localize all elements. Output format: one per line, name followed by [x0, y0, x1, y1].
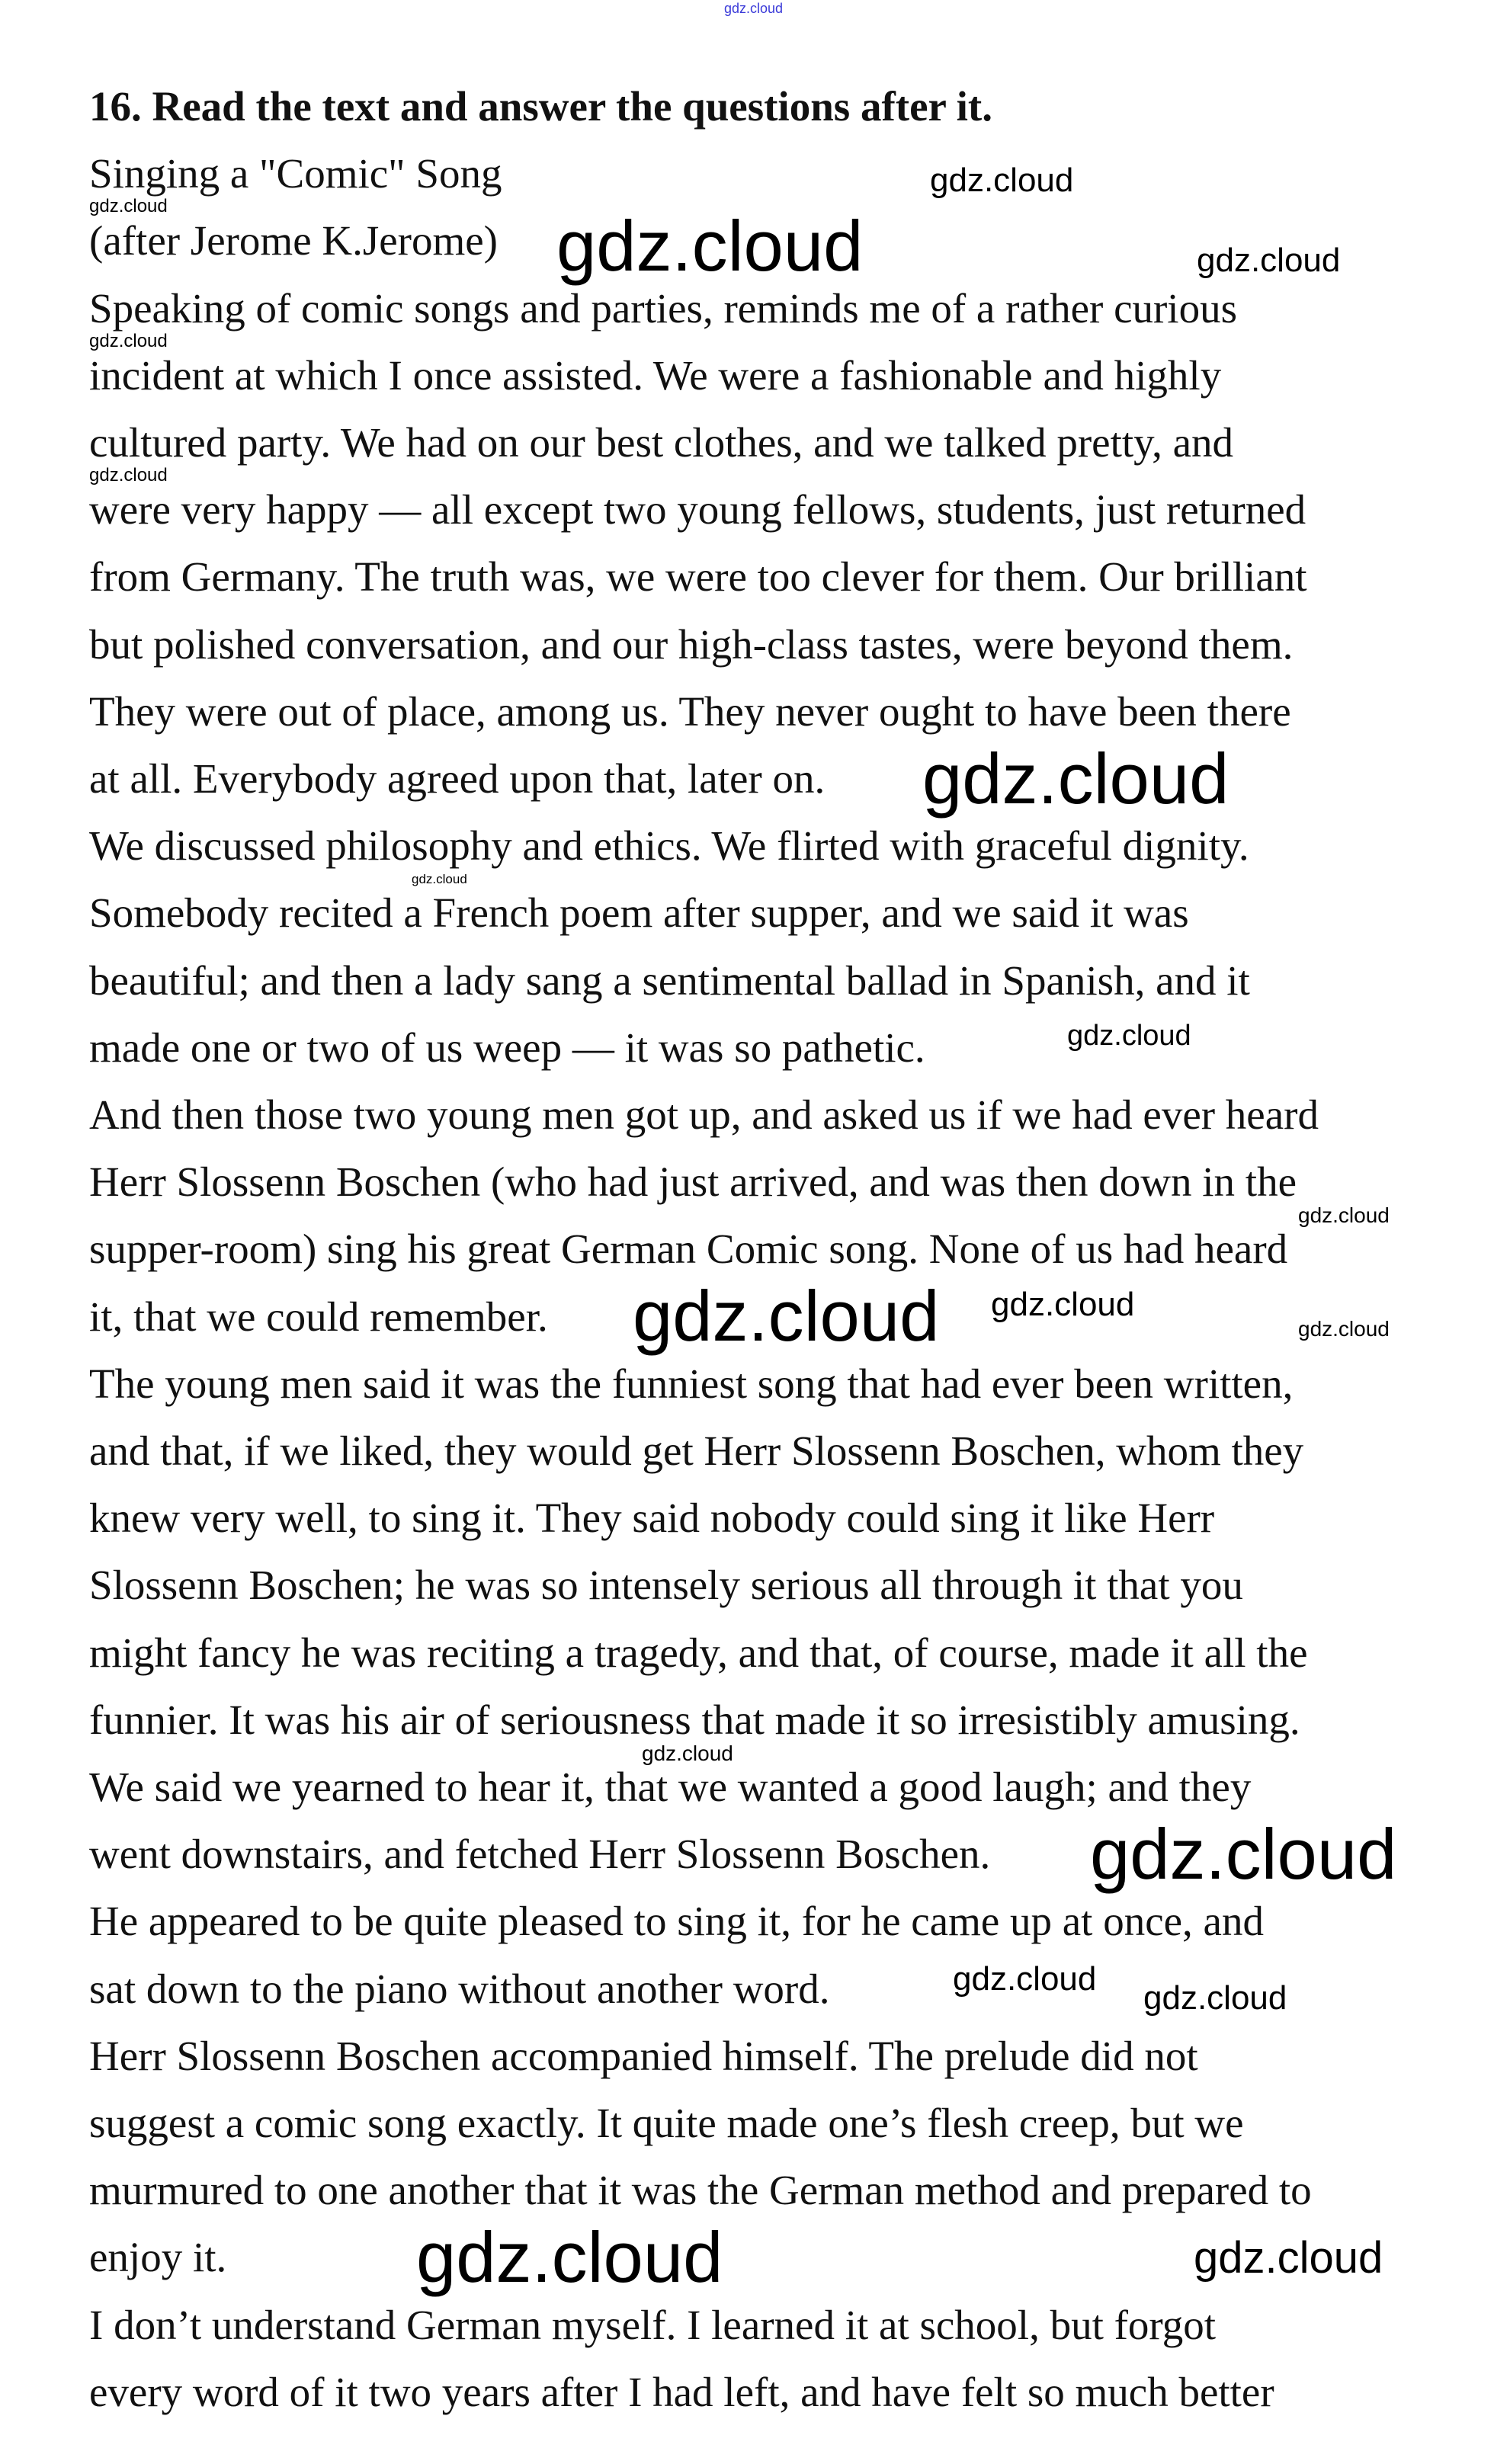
text-line: Slossenn Boschen; he was so intensely serious all through it that you [89, 1562, 1243, 1609]
text-line: went downstairs, and fetched Herr Slossenn Boschen. [89, 1831, 991, 1878]
text-line: from Germany. The truth was, we were too clever for them. Our brilliant [89, 553, 1307, 601]
exercise-heading: 16. Read the text and answer the questions after it. [89, 83, 992, 130]
text-line: I don’t understand German myself. I learned it at school, but forgot [89, 2301, 1217, 2348]
text-line: beautiful; and then a lady sang a sentimental ballad in Spanish, and it [89, 956, 1250, 1004]
text-line: suggest a comic song exactly. It quite made one’s flesh creep, but we [89, 2100, 1244, 2146]
watermark: gdz.cloud [89, 196, 168, 216]
text-line: enjoy it. [89, 2234, 227, 2281]
text-line: And then those two young men got up, and asked us if we had ever heard [89, 1091, 1319, 1138]
text-line: every word of it two years after I had left, and have felt so much better [89, 2368, 1274, 2415]
watermark: gdz.cloud [1298, 1203, 1390, 1227]
text-line: We said we yearned to hear it, that we wanted a good laugh; and they [89, 1764, 1252, 1810]
text-line: but polished conversation, and our high-class tastes, were beyond them. [89, 620, 1294, 668]
text-line: They were out of place, among us. They never ought to have been there [89, 687, 1291, 735]
watermark: gdz.cloud [89, 465, 168, 485]
text-line: incident at which I once assisted. We were a fashionable and highly [89, 351, 1222, 399]
text-line: were very happy — all except two young fellows, students, just returned [89, 486, 1306, 533]
watermark: gdz.cloud [89, 331, 168, 351]
text-line: Speaking of comic songs and parties, reminds me of a rather curious [89, 284, 1237, 332]
text-line: Singing a "Comic" Song [89, 150, 502, 197]
watermark: gdz.cloud [1090, 1814, 1397, 1894]
watermark: gdz.cloud [1298, 1317, 1390, 1341]
text-line: at all. Everybody agreed upon that, later on. [89, 755, 826, 802]
text-line: sat down to the piano without another word. [89, 1965, 830, 2012]
text-line: Herr Slossenn Boschen accompanied himself. The prelude did not [89, 2032, 1198, 2079]
watermark: gdz.cloud [991, 1286, 1135, 1323]
watermark: gdz.cloud [953, 1960, 1097, 1998]
text-line: He appeared to be quite pleased to sing it, for he came up at once, and [89, 1898, 1264, 1945]
watermark: gdz.cloud [1194, 2233, 1383, 2283]
text-line: cultured party. We had on our best clothes, and we talked pretty, and [89, 419, 1233, 466]
watermark: gdz.cloud [922, 739, 1230, 819]
text-line: Somebody recited a French poem after supper, and we said it was [89, 889, 1189, 937]
text-line: and that, if we liked, they would get Herr Slossenn Boschen, whom they [89, 1427, 1304, 1474]
watermark: gdz.cloud [412, 872, 467, 886]
watermark: gdz.cloud [724, 1, 784, 16]
text-line: might fancy he was reciting a tragedy, and that, of course, made it all the [89, 1629, 1308, 1676]
watermark: gdz.cloud [1067, 1020, 1191, 1052]
watermark: gdz.cloud [1143, 1979, 1287, 2017]
watermark: gdz.cloud [642, 1741, 733, 1765]
text-line: it, that we could remember. [89, 1293, 548, 1340]
text-line: Herr Slossenn Boschen (who had just arrived, and was then down in the [89, 1158, 1297, 1206]
text-line: funnier. It was his air of seriousness that made it so irresistibly amusing. [89, 1696, 1300, 1743]
watermark: gdz.cloud [633, 1276, 940, 1356]
text-line: knew very well, to sing it. They said nobody could sing it like Herr [89, 1495, 1215, 1542]
text-line: We discussed philosophy and ethics. We flirted with graceful dignity. [89, 822, 1249, 870]
text-line: The young men said it was the funniest song that had ever been written, [89, 1360, 1294, 1407]
text-line: murmured to one another that it was the German method and prepared to [89, 2167, 1312, 2214]
text-line: made one or two of us weep — it was so pathetic. [89, 1024, 925, 1071]
watermark: gdz.cloud [416, 2217, 723, 2297]
watermark: gdz.cloud [1197, 242, 1341, 279]
watermark: gdz.cloud [930, 162, 1074, 199]
watermark: gdz.cloud [556, 206, 864, 286]
text-line: supper-room) sing his great German Comic song. None of us had heard [89, 1226, 1288, 1273]
text-line: (after Jerome K.Jerome) [89, 217, 498, 264]
